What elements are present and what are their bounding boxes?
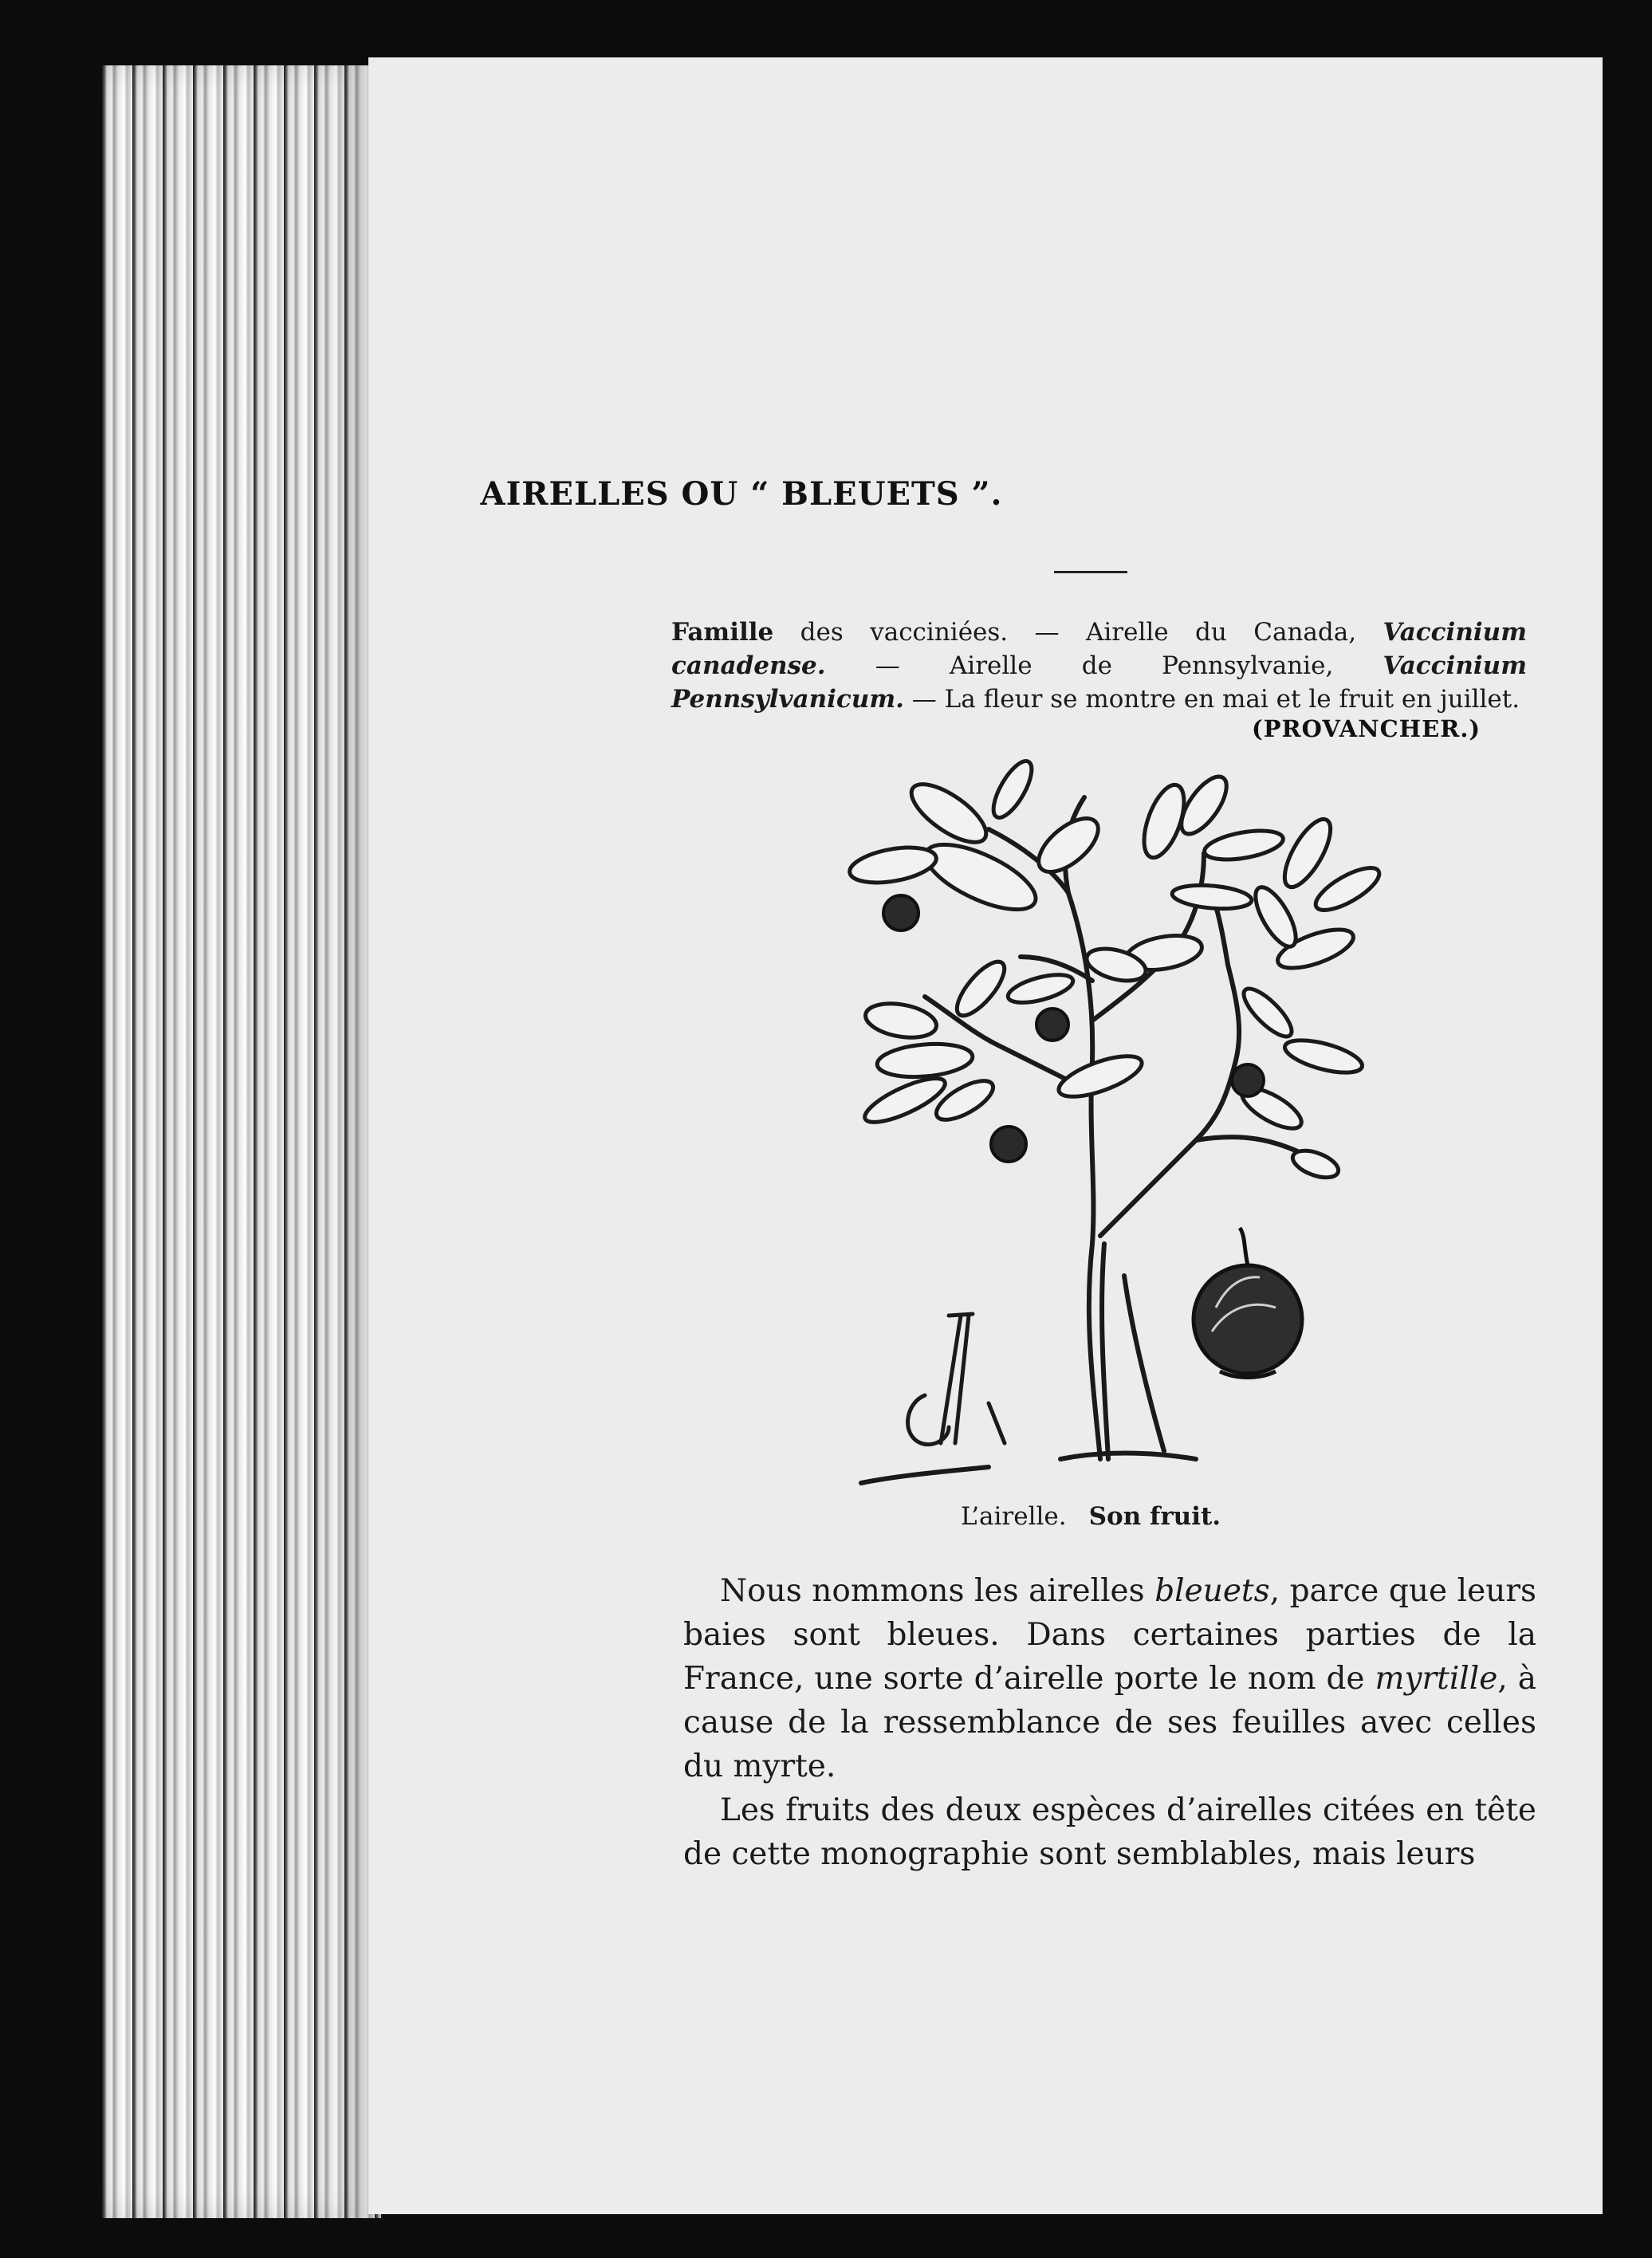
head-note bbox=[671, 616, 1527, 716]
figure-caption-left: L’airelle. bbox=[961, 1502, 1067, 1531]
head-note-lead: Famille bbox=[671, 618, 774, 647]
head-note-text-3: — La fleur se montre en mai et le fruit en juillet. bbox=[903, 685, 1520, 714]
body-text bbox=[683, 1569, 1536, 1876]
figure-caption-right: Son fruit. bbox=[1088, 1502, 1221, 1531]
figure-caption bbox=[961, 1502, 1243, 1531]
paragraph-2: Les fruits des deux espèces d’airelles citées en tête de cette monographie sont semblables, mais leurs bbox=[683, 1792, 1536, 1872]
paragraph-1-term-1: bleuets bbox=[1154, 1573, 1270, 1609]
paragraph-1-text-1: Nous nommons les airelles bbox=[720, 1573, 1155, 1609]
paragraph-1-term-2: myrtille bbox=[1375, 1661, 1498, 1697]
title-rule bbox=[1054, 571, 1127, 573]
book-page-edges bbox=[102, 65, 381, 2218]
paragraph-1-text-2: , parce que leurs baies sont bleues. Dans certaines parties de la France, une sorte d’airelle porte le nom de bbox=[683, 1573, 1536, 1697]
source-citation: (PROVANCHER.) bbox=[1252, 715, 1481, 742]
head-note-text-2: — Airelle de Pennsylvanie, bbox=[825, 651, 1383, 680]
paragraph-1-text-3: , à cause de la ressemblance de ses feuilles avec celles du myrte. bbox=[683, 1661, 1536, 1784]
head-note-text-1: des vacciniées. — Airelle du Canada, bbox=[773, 618, 1383, 647]
head-note-species-2: Vaccinium Pennsylvanicum. bbox=[671, 651, 1527, 714]
blueberry-plant-illustration bbox=[829, 757, 1387, 1507]
head-note-species-1: Vaccinium canadense. bbox=[671, 618, 1527, 680]
page-title: AIRELLES OU “ BLEUETS ”. bbox=[480, 475, 1003, 513]
paragraph-1 bbox=[683, 1569, 1536, 1788]
